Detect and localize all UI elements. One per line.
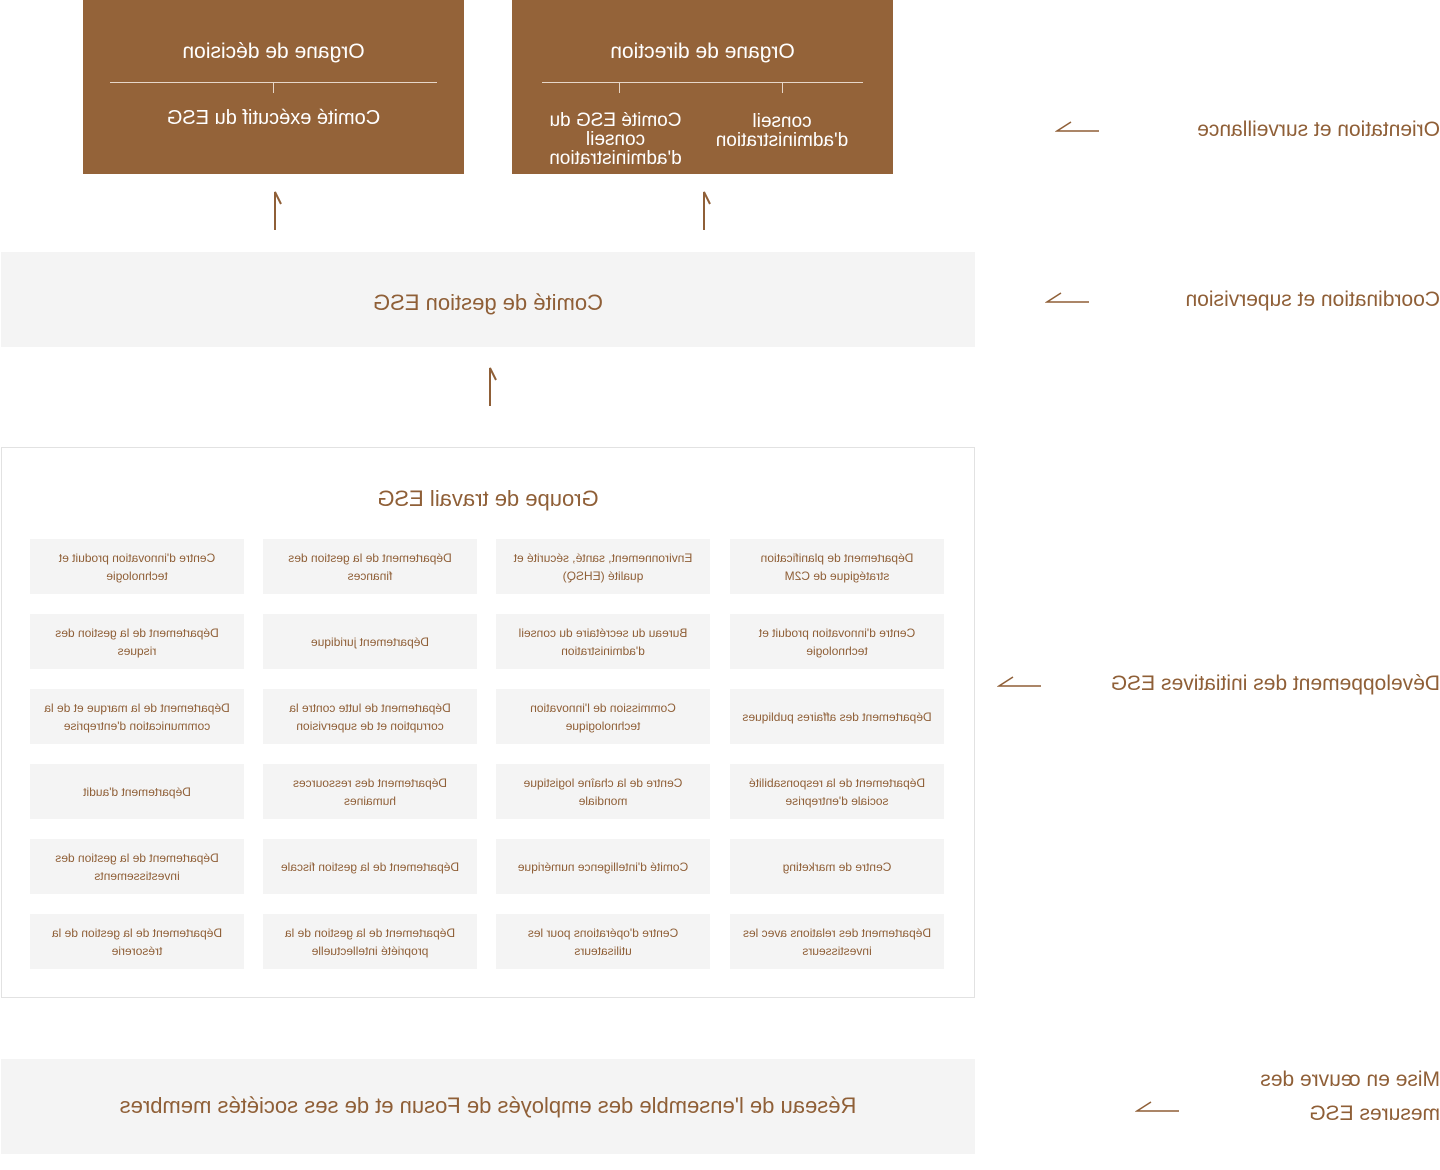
department-cell: Département de la marque et de la communication d'entreprise	[30, 689, 244, 744]
divider-tick	[273, 83, 274, 93]
decision-body-box	[83, 0, 464, 174]
department-cell: Département de la responsabilité sociale d'entreprise	[730, 764, 944, 819]
level-label-development: Développement des initiatives ESG	[1110, 672, 1440, 695]
level-label-orientation: Orientation et surveillance	[1197, 118, 1440, 141]
department-cell: Bureau du secrétaire du conseil d'administration	[496, 614, 710, 669]
working-group-title: Groupe de travail ESG	[377, 486, 599, 511]
level-label-implementation: Mise en œuvre des mesures ESG	[1260, 1068, 1440, 1125]
divider-tick	[619, 83, 620, 93]
department-cell: Département de la gestion des investissements	[30, 839, 244, 894]
management-committee-band	[1, 252, 975, 347]
divider-tick	[782, 83, 783, 93]
left-arrow-icon	[997, 676, 1041, 690]
department-cell: Centre d'innovation produit et technologie	[30, 539, 244, 594]
direction-body-box	[512, 0, 893, 174]
department-cell: Centre d'opérations pour les utilisateurs	[496, 914, 710, 969]
department-cell: Commission de l'innovation technologique	[496, 689, 710, 744]
department-cell: Département des affaires publiques	[730, 689, 944, 744]
employee-network-band	[1, 1059, 975, 1154]
department-cell: Comité d'intelligence numérique	[496, 839, 710, 894]
left-arrow-icon	[1135, 1101, 1179, 1115]
department-cell: Département de la gestion de la propriété intellectuelle	[263, 914, 477, 969]
working-group-panel	[1, 447, 975, 998]
department-cell: Centre de marketing	[730, 839, 944, 894]
divider	[542, 82, 863, 83]
department-cell: Département de la gestion de la trésorerie	[30, 914, 244, 969]
up-arrow-icon	[483, 366, 497, 406]
decision-body-title: Organe de décision	[182, 40, 365, 63]
up-arrow-icon	[268, 190, 282, 230]
department-cell: Centre de la chaîne logistique mondiale	[496, 764, 710, 819]
department-cell: Département de lutte contre la corruption et de supervision	[263, 689, 477, 744]
department-cell: Département de la gestion des risques	[30, 614, 244, 669]
department-cell: Département d'audit	[30, 764, 244, 819]
management-committee-label: Comité de gestion ESG	[373, 290, 603, 315]
department-cell: Environnement, santé, sécurité et qualité (EHSQ)	[496, 539, 710, 594]
direction-member-board: conseil d'administration	[715, 111, 849, 151]
employee-network-label: Réseau de l'ensemble des employés de Fosun et de ses sociétés membres	[119, 1093, 857, 1118]
department-cell: Département de planification stratégique de C2M	[730, 539, 944, 594]
up-arrow-icon	[697, 190, 711, 230]
department-cell: Centre d'innovation produit et technologie	[730, 614, 944, 669]
department-cell: Département de la gestion des finances	[263, 539, 477, 594]
direction-body-title: Organe de direction	[610, 40, 795, 63]
left-arrow-icon	[1045, 292, 1089, 306]
department-cell: Département des relations avec les investisseurs	[730, 914, 944, 969]
left-arrow-icon	[1055, 121, 1099, 135]
department-cell: Département juridique	[263, 614, 477, 669]
department-cell: Département de la gestion fiscale	[263, 839, 477, 894]
decision-member-exec-committee: Comité exécutif du ESG	[166, 107, 381, 129]
level-label-coordination: Coordination et supervision	[1185, 288, 1440, 311]
department-cell: Département des ressources humaines	[263, 764, 477, 819]
direction-member-esg-committee: Comité ESG du conseil d'administration	[549, 110, 682, 169]
